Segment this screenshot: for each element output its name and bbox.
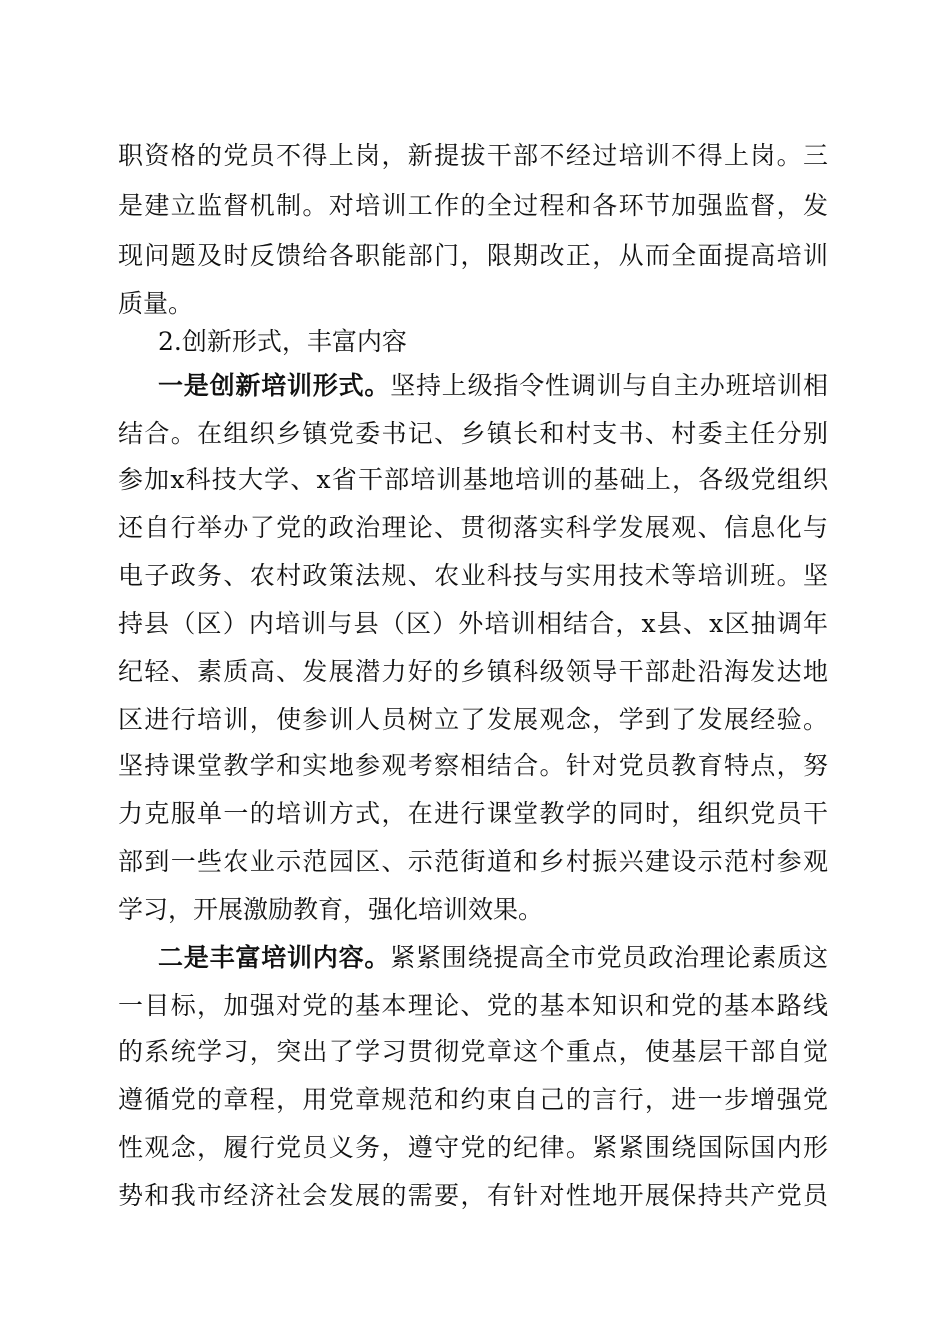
paragraph-text: 坚持上级指令性调训与自主办班培训相 xyxy=(390,371,828,400)
paragraph-text: 紧紧围绕提高全市党员政治理论素质这 xyxy=(390,943,828,972)
paragraph-line: 的系统学习，突出了学习贯彻党章这个重点，使基层干部自觉 xyxy=(118,1037,828,1066)
paragraph-line: 坚持课堂教学和实地参观考察相结合。针对党员教育特点，努 xyxy=(118,751,828,780)
section-title: 2.创新形式，丰富内容 xyxy=(158,327,407,356)
paragraph-line: 参加x科技大学、x省干部培训基地培训的基础上，各级党组织 xyxy=(118,465,828,494)
paragraph-line: 部到一些农业示范园区、示范街道和乡村振兴建设示范村参观 xyxy=(118,847,828,876)
paragraph-line: 现问题及时反馈给各职能部门，限期改正，从而全面提高培训 xyxy=(118,241,828,270)
paragraph-line: 纪轻、素质高、发展潜力好的乡镇科级领导干部赴沿海发达地 xyxy=(118,657,828,686)
paragraph-line: 持县（区）内培训与县（区）外培训相结合，x县、x区抽调年 xyxy=(118,609,828,638)
paragraph-line: 结合。在组织乡镇党委书记、乡镇长和村支书、村委主任分别 xyxy=(118,419,828,448)
paragraph-first-line xyxy=(158,366,828,406)
paragraph-line: 学习，开展激励教育，强化培训效果。 xyxy=(118,895,544,924)
paragraph-line: 势和我市经济社会发展的需要，有针对性地开展保持共产党员 xyxy=(118,1181,828,1210)
paragraph-line: 区进行培训，使参训人员树立了发展观念，学到了发展经验。 xyxy=(118,705,828,734)
paragraph-line: 力克服单一的培训方式，在进行课堂教学的同时，组织党员干 xyxy=(118,799,828,828)
paragraph-line: 职资格的党员不得上岗，新提拔干部不经过培训不得上岗。三 xyxy=(118,141,828,170)
paragraph-heading: 一是创新培训形式。 xyxy=(158,371,391,400)
paragraph-line: 遵循党的章程，用党章规范和约束自己的言行，进一步增强党 xyxy=(118,1085,828,1114)
paragraph-line: 还自行举办了党的政治理论、贯彻落实科学发展观、信息化与 xyxy=(118,513,828,542)
paragraph-heading: 二是丰富培训内容。 xyxy=(158,943,391,972)
paragraph-line: 质量。 xyxy=(118,289,194,318)
paragraph-line: 性观念，履行党员义务，遵守党的纪律。紧紧围绕国际国内形 xyxy=(118,1133,828,1162)
paragraph-first-line xyxy=(158,938,828,978)
paragraph-line: 是建立监督机制。对培训工作的全过程和各环节加强监督，发 xyxy=(118,191,828,220)
paragraph-line: 电子政务、农村政策法规、农业科技与实用技术等培训班。坚 xyxy=(118,561,828,590)
paragraph-line: 一目标，加强对党的基本理论、党的基本知识和党的基本路线 xyxy=(118,991,828,1020)
